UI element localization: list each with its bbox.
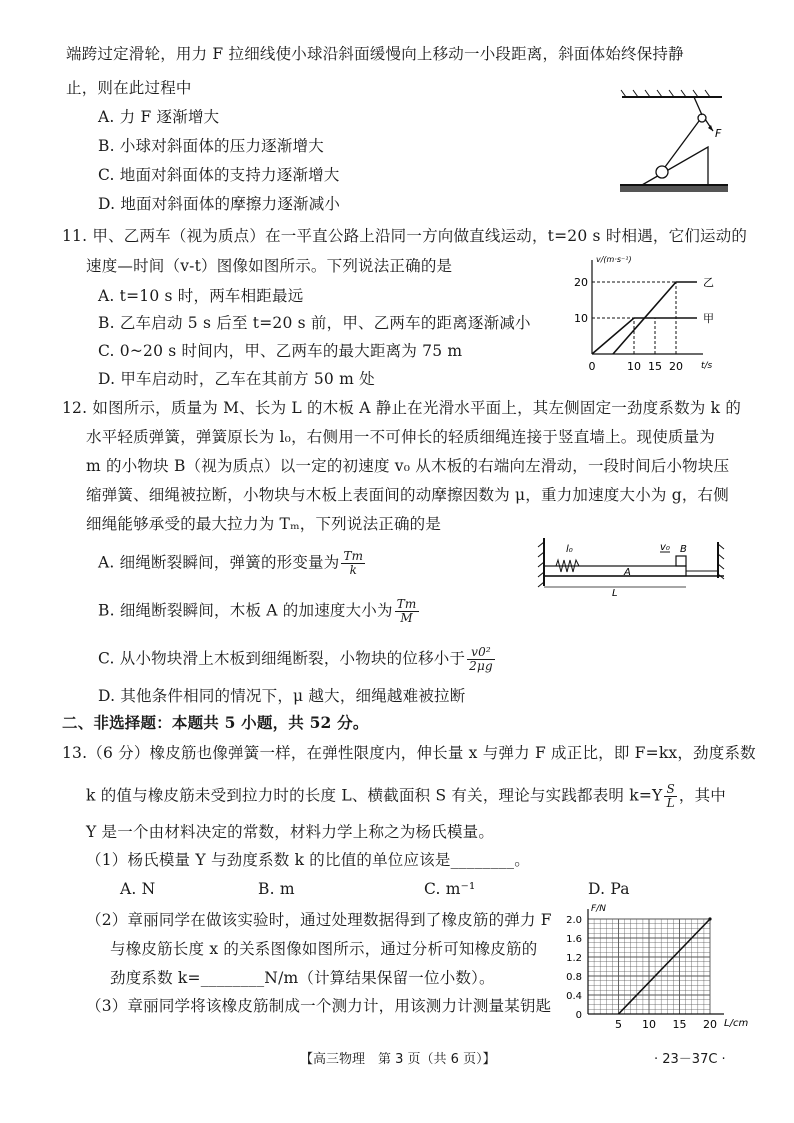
q12-length-label: L bbox=[612, 588, 618, 599]
x-tick-label: 15 bbox=[672, 1018, 687, 1031]
y-tick-label: 20 bbox=[574, 276, 588, 289]
q13-sub1-option-c: C. m⁻¹ bbox=[424, 880, 476, 898]
y-tick-label: 1.2 bbox=[566, 953, 582, 964]
x-axis-label: L/cm bbox=[724, 1018, 749, 1029]
fraction-denominator: k bbox=[349, 563, 358, 577]
x-tick-label: 15 bbox=[648, 360, 662, 373]
q12-board-label: A bbox=[624, 567, 631, 578]
q12-option-b-text: B. 细绳断裂瞬间，木板 A 的加速度大小为 bbox=[98, 601, 393, 620]
q13-sub2-line: 与橡皮筋长度 x 的关系图像如图所示，通过分析可知橡皮筋的 bbox=[110, 940, 538, 958]
section-heading: 二、非选择题：本题共 5 小题，共 52 分。 bbox=[62, 713, 369, 732]
q13-sub1-option-d: D. Pa bbox=[588, 880, 630, 898]
series-line bbox=[592, 318, 697, 354]
x-tick-label: 10 bbox=[627, 360, 641, 373]
q10-text-line: 止，则在此过程中 bbox=[66, 79, 192, 97]
q13-sub1: （1）杨氏模量 Y 与劲度系数 k 的比值的单位应该是________。 bbox=[86, 851, 530, 869]
series-label: 甲 bbox=[703, 312, 714, 325]
y-tick-label: 2.0 bbox=[566, 915, 582, 926]
fraction-numerator: Tm bbox=[396, 597, 417, 611]
q13-sub2-line: （2）章丽同学在做该实验时，通过处理数据得到了橡皮筋的弹力 F bbox=[86, 911, 552, 929]
q13-line2-tail: ，其中 bbox=[678, 786, 726, 805]
data-point bbox=[708, 917, 711, 920]
q10-option-d: D. 地面对斜面体的摩擦力逐渐减小 bbox=[98, 195, 341, 213]
q12-v0-label: v₀ bbox=[660, 542, 670, 553]
q10-force-label: F bbox=[715, 127, 722, 140]
q10-option-a: A. 力 F 逐渐增大 bbox=[98, 108, 220, 126]
y-axis-label: v/(m·s⁻¹) bbox=[596, 255, 632, 264]
q13-text-line bbox=[86, 783, 726, 810]
q11-option-a: A. t=10 s 时，两车相距最远 bbox=[98, 287, 304, 305]
fraction-denominator: L bbox=[666, 796, 675, 810]
y-tick-label: 0.8 bbox=[566, 972, 582, 983]
fl-chart bbox=[548, 904, 749, 1032]
y-tick-label: 1.6 bbox=[566, 934, 582, 945]
x-tick-label: 5 bbox=[615, 1018, 622, 1031]
q11-text-line: 11. 甲、乙两车（视为质点）在一平直公路上沿同一方向做直线运动，t=20 s 时相遇，它们运动的 bbox=[62, 227, 748, 245]
q11-text-line: 速度—时间（v-t）图像如图所示。下列说法正确的是 bbox=[86, 257, 453, 275]
q12-board-figure bbox=[532, 538, 732, 600]
q10-text-line: 端跨过定滑轮，用力 F 拉细线使小球沿斜面缓慢向上移动一小段距离，斜面体始终保持静 bbox=[66, 45, 684, 63]
x-tick-label: 0 bbox=[588, 360, 596, 373]
q12-option-b-fraction bbox=[395, 598, 419, 625]
q13-fraction bbox=[664, 783, 676, 810]
q12-option-c bbox=[98, 646, 497, 673]
q12-option-c-text: C. 从小物块滑上木板到细绳断裂，小物块的位移小于 bbox=[98, 649, 466, 668]
q12-option-a-text: A. 细绳断裂瞬间，弹簧的形变量为 bbox=[98, 553, 340, 572]
y-axis-label: F/N bbox=[591, 904, 606, 914]
q12-text-line: 细绳能够承受的最大拉力为 Tₘ，下列说法正确的是 bbox=[86, 515, 442, 533]
q12-block-label: B bbox=[680, 544, 687, 555]
q12-text-line: 水平轻质弹簧，弹簧原长为 l₀，右侧用一不可伸长的轻质细绳连接于竖直墙上。现使质量为 bbox=[86, 428, 716, 446]
q13-sub1-option-a: A. N bbox=[120, 880, 156, 898]
x-tick-label: 20 bbox=[669, 360, 683, 373]
q12-option-b bbox=[98, 598, 421, 625]
fraction-denominator: M bbox=[400, 611, 413, 625]
q10-incline-figure bbox=[612, 95, 732, 205]
footer-page-info: 【高三物理 第 3 页（共 6 页）】 bbox=[300, 1052, 496, 1067]
x-tick-label: 20 bbox=[703, 1018, 717, 1031]
q12-option-d: D. 其他条件相同的情况下，μ 越大，细绳越难被拉断 bbox=[98, 687, 466, 705]
q12-option-c-fraction bbox=[467, 646, 495, 673]
y-tick-label: 0.4 bbox=[566, 991, 582, 1002]
q13-sub3: （3）章丽同学将该橡皮筋制成一个测力计，用该测力计测量某钥匙 bbox=[86, 997, 552, 1015]
q13-sub1-option-b: B. m bbox=[258, 880, 295, 898]
q12-text-line: m 的小物块 B（视为质点）以一定的初速度 v₀ 从木板的右端向左滑动，一段时间后小物块压 bbox=[86, 457, 730, 475]
fraction-denominator: 2μg bbox=[469, 659, 493, 673]
x-tick-label: 10 bbox=[642, 1018, 656, 1031]
q13-text-line: Y 是一个由材料决定的常数，材料力学上称之为杨氏模量。 bbox=[86, 823, 495, 841]
footer-code: · 23－37C · bbox=[654, 1052, 726, 1067]
q10-option-b: B. 小球对斜面体的压力逐渐增大 bbox=[98, 137, 324, 155]
y-tick-label: 10 bbox=[574, 312, 588, 325]
q11-option-c: C. 0~20 s 时间内，甲、乙两车的最大距离为 75 m bbox=[98, 342, 463, 360]
fraction-numerator: S bbox=[666, 782, 675, 796]
fraction-numerator: Tm bbox=[343, 549, 364, 563]
q10-option-c: C. 地面对斜面体的支持力逐渐增大 bbox=[98, 166, 340, 184]
q11-option-d: D. 甲车启动时，乙车在其前方 50 m 处 bbox=[98, 370, 375, 388]
q13-text-line: 13.（6 分）橡皮筋也像弹簧一样，在弹性限度内，伸长量 x 与弹力 F 成正比，即 F=kx，劲度系数 bbox=[62, 744, 756, 762]
series-label: 乙 bbox=[703, 276, 714, 289]
q13-sub2-line: 劲度系数 k=________N/m（计算结果保留一位小数）。 bbox=[110, 969, 495, 987]
q13-line2-text: k 的值与橡皮筋未受到拉力时的长度 L、横截面积 S 有关，理论与实践都表明 k=Y bbox=[86, 786, 663, 805]
q12-option-a bbox=[98, 550, 367, 577]
q12-l0-label: l₀ bbox=[566, 544, 573, 555]
q12-text-line: 缩弹簧、细绳被拉断，小物块与木板上表面间的动摩擦因数为 μ，重力加速度大小为 g，右侧 bbox=[86, 486, 729, 504]
fraction-numerator: v0² bbox=[467, 646, 495, 660]
q12-option-a-fraction bbox=[341, 550, 365, 577]
y-tick-label: 0 bbox=[575, 1010, 582, 1021]
q12-text-line: 12. 如图所示，质量为 M、长为 L 的木板 A 静止在光滑水平面上，其左侧固定一劲度系数为 k 的 bbox=[62, 399, 742, 417]
x-axis-label: t/s bbox=[701, 361, 713, 371]
vt-chart bbox=[570, 248, 730, 378]
q11-option-b: B. 乙车启动 5 s 后至 t=20 s 前，甲、乙两车的距离逐渐减小 bbox=[98, 314, 531, 332]
